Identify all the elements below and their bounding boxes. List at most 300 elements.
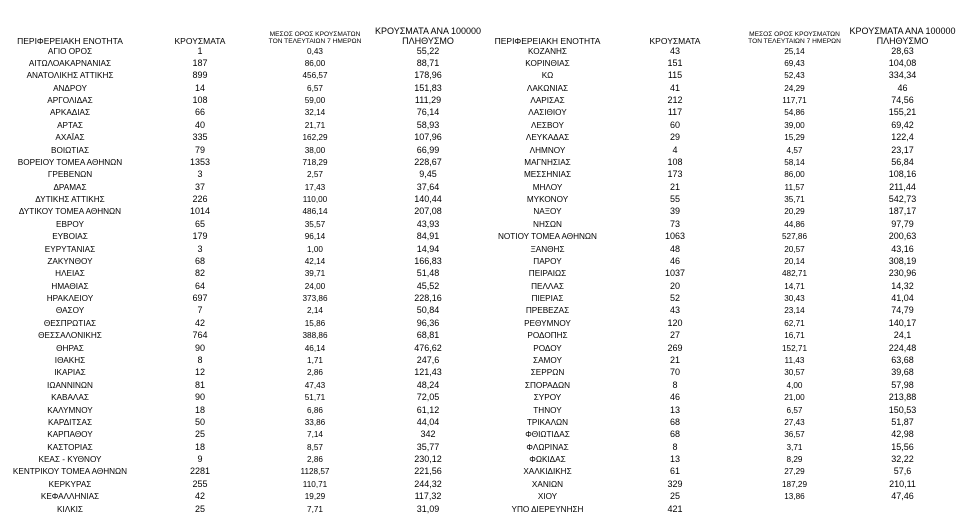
cases-cell: 68 [669, 429, 680, 440]
per100k-cell: 39,68 [891, 367, 914, 378]
header-cases: ΚΡΟΥΣΜΑΤΑ [174, 36, 226, 47]
cases-cell: 3 [197, 169, 203, 180]
avg-cell: 23,14 [784, 306, 805, 316]
avg-cell: 96,14 [304, 232, 326, 242]
avg-cell: 20,57 [784, 244, 805, 254]
cases-cell: 120 [667, 317, 683, 328]
avg-cell: 52,43 [784, 71, 805, 81]
avg-cell: 62,71 [784, 318, 805, 328]
region-cell: ΑΡΤΑΣ [57, 120, 83, 130]
per100k-cell: 58,93 [416, 119, 440, 130]
per100k-cell: 14,32 [891, 280, 914, 291]
cases-cell: 7 [197, 305, 203, 316]
avg-cell: 110,00 [302, 195, 328, 205]
table-row [490, 343, 960, 354]
per100k-cell: 150,53 [888, 404, 917, 415]
cases-cell: 1063 [664, 231, 686, 242]
table-row [0, 169, 490, 180]
region-cell: ΧΑΛΚΙΔΙΚΗΣ [523, 467, 572, 477]
per100k-cell: 55,22 [416, 45, 440, 56]
cases-cell: 46 [669, 255, 680, 266]
region-cell: ΛΕΣΒΟΥ [530, 120, 565, 130]
avg-cell: 3,71 [786, 442, 803, 452]
per100k-cell: 56,84 [891, 156, 914, 167]
table-row [490, 405, 960, 416]
table-row [490, 479, 960, 490]
cases-cell: 81 [194, 379, 205, 390]
avg-cell: 24,29 [784, 83, 805, 93]
region-cell: ΣΑΜΟΥ [533, 356, 562, 365]
header-per100k-line1: ΚΡΟΥΣΜΑΤΑ ΑΝΑ 100000 [375, 26, 481, 37]
avg-cell: 6,86 [307, 405, 323, 415]
region-cell: ΧΙΟΥ [537, 492, 558, 502]
per100k-cell: 107,96 [414, 132, 442, 143]
per100k-cell: 24,1 [893, 330, 912, 341]
per100k-cell: 72,05 [416, 392, 440, 403]
avg-cell: 30,43 [784, 294, 805, 304]
header-avg-line2: ΤΟΝ ΤΕΛΕΥΤΑΙΩΝ 7 ΗΜΕΡΩΝ [268, 38, 362, 46]
cases-cell: 8 [672, 379, 678, 390]
region-cell: ΙΚΑΡΙΑΣ [54, 368, 86, 378]
cases-cell: 187 [192, 57, 208, 68]
table-row [0, 355, 490, 366]
avg-cell: 44,86 [784, 219, 805, 229]
region-cell: ΑΡΓΟΛΙΔΑΣ [47, 96, 93, 106]
cases-cell: 212 [667, 95, 683, 106]
table-row [0, 58, 490, 69]
region-cell: ΑΝΔΡΟΥ [53, 83, 87, 93]
avg-cell: 388,86 [302, 331, 328, 341]
region-cell: ΕΒΡΟΥ [56, 219, 84, 229]
region-cell: ΔΥΤΙΚΟΥ ΤΟΜΕΑ ΑΘΗΝΩΝ [18, 207, 122, 217]
avg-cell: 11,57 [784, 182, 805, 192]
table-row [0, 305, 490, 316]
region-cell: ΙΩΑΝΝΙΝΩΝ [47, 380, 93, 390]
region-cell: ΔΥΤΙΚΗΣ ΑΤΤΙΚΗΣ [35, 195, 105, 205]
table-row [490, 157, 960, 168]
cases-cell: 46 [669, 392, 680, 403]
table-row [0, 206, 490, 217]
table-row [490, 70, 960, 81]
cases-cell: 13 [669, 454, 680, 465]
avg-cell: 20,14 [784, 256, 805, 266]
table-row [0, 182, 490, 193]
per100k-cell: 57,98 [891, 379, 914, 390]
region-cell: ΜΑΓΝΗΣΙΑΣ [524, 157, 571, 167]
cases-cell: 329 [667, 478, 683, 489]
table-row [0, 504, 490, 515]
region-cell: ΑΓΙΟ ΟΡΟΣ [47, 46, 93, 56]
table-row [490, 466, 960, 477]
region-cell: ΞΑΝΘΗΣ [530, 244, 565, 254]
avg-cell: 20,29 [784, 207, 805, 217]
region-cell: ΘΕΣΠΡΩΤΙΑΣ [43, 318, 97, 328]
cases-cell: 73 [669, 218, 680, 229]
table-row [490, 231, 960, 242]
avg-cell: 59,00 [304, 96, 326, 106]
per100k-cell: 74,79 [891, 305, 914, 316]
avg-cell: 152,71 [781, 343, 808, 353]
avg-cell: 27,29 [784, 467, 805, 477]
avg-cell: 32,14 [304, 108, 326, 118]
region-cell: ΗΛΕΙΑΣ [55, 269, 85, 279]
avg-cell: 24,00 [304, 281, 326, 291]
table-row [490, 83, 960, 94]
per100k-cell: 51,87 [891, 416, 914, 427]
per100k-cell: 200,63 [888, 231, 917, 242]
avg-cell: 19,29 [304, 492, 326, 502]
per100k-cell: 97,79 [891, 218, 914, 229]
avg-cell: 718,29 [302, 157, 328, 167]
per100k-cell: 68,81 [416, 330, 440, 341]
header-per100k [368, 12, 488, 46]
avg-cell: 39,00 [784, 120, 805, 130]
region-cell: ΛΑΣΙΘΙΟΥ [528, 108, 567, 118]
table-row [490, 380, 960, 391]
avg-cell: 117,71 [782, 96, 807, 106]
header-avg-line1: ΜΕΣΟΣ ΟΡΟΣ ΚΡΟΥΣΜΑΤΩΝ [749, 31, 840, 39]
per100k-cell: 476,62 [414, 342, 442, 353]
per100k-cell: 117,32 [414, 491, 442, 502]
cases-cell: 68 [669, 416, 680, 427]
table-row [0, 268, 490, 279]
region-cell: ΓΡΕΒΕΝΩΝ [47, 170, 93, 180]
region-cell: ΚΕΝΤΡΙΚΟΥ ΤΟΜΕΑ ΑΘΗΝΩΝ [12, 467, 128, 477]
per100k-cell: 178,96 [414, 70, 442, 81]
per100k-cell: 14,94 [416, 243, 440, 254]
cases-cell: 52 [669, 293, 680, 304]
cases-cell: 25 [194, 503, 205, 514]
cases-cell: 61 [669, 466, 680, 477]
cases-cell: 899 [192, 70, 208, 81]
table-row [490, 367, 960, 378]
avg-cell: 4,57 [786, 145, 803, 155]
header-avg [732, 12, 857, 46]
avg-cell: 2,57 [307, 170, 323, 180]
region-cell: ΕΥΡΥΤΑΝΙΑΣ [44, 244, 96, 254]
cases-cell: 79 [194, 144, 205, 155]
table-row [490, 305, 960, 316]
table-row [0, 107, 490, 118]
cases-cell: 1353 [189, 156, 211, 167]
per100k-cell: 28,63 [891, 45, 914, 56]
per100k-cell: 63,68 [891, 355, 914, 365]
region-cell: ΣΠΟΡΑΔΩΝ [524, 380, 571, 390]
avg-cell: 86,00 [784, 170, 805, 180]
avg-cell: 110,71 [302, 479, 328, 489]
region-cell: ΚΩ [541, 71, 554, 81]
table-row [0, 330, 490, 341]
cases-cell: 173 [667, 169, 683, 180]
table-row [0, 244, 490, 255]
table-row [490, 491, 960, 502]
cases-cell: 42 [194, 317, 205, 328]
per100k-cell: 32,22 [891, 454, 914, 465]
cases-cell: 115 [667, 70, 683, 81]
avg-cell: 33,86 [304, 417, 326, 427]
avg-cell: 527,86 [781, 232, 808, 242]
region-cell: ΚΕΦΑΛΛΗΝΙΑΣ [40, 492, 100, 502]
region-cell: ΡΕΘΥΜΝΟΥ [524, 318, 571, 328]
cases-cell: 1 [197, 45, 203, 56]
table-row [0, 491, 490, 502]
region-cell: ΠΕΙΡΑΙΩΣ [528, 269, 567, 279]
table-row [490, 194, 960, 205]
per100k-cell: 542,73 [888, 194, 917, 205]
per100k-cell: 43,93 [416, 218, 440, 229]
table-row [0, 46, 490, 57]
cases-cell: 37 [194, 181, 205, 192]
table-row [490, 330, 960, 341]
region-cell: ΚΟΡΙΝΘΙΑΣ [525, 58, 570, 68]
cases-cell: 151 [667, 57, 683, 68]
per100k-cell: 51,48 [416, 268, 440, 279]
header-avg-line2: ΤΟΝ ΤΕΛΕΥΤΑΙΩΝ 7 ΗΜΕΡΩΝ [748, 38, 841, 46]
table-row [0, 256, 490, 267]
per100k-cell: 224,48 [888, 342, 917, 353]
region-cell: ΜΥΚΟΝΟΥ [526, 195, 569, 205]
table-row [0, 442, 490, 453]
cases-cell: 3 [197, 243, 203, 254]
cases-cell: 4 [672, 144, 678, 155]
cases-cell: 39 [669, 206, 680, 217]
header-per100k [845, 12, 960, 46]
avg-cell: 2,86 [307, 455, 323, 465]
avg-cell: 482,71 [781, 269, 808, 279]
per100k-cell: 61,12 [416, 404, 440, 415]
per100k-cell: 50,84 [416, 305, 440, 316]
table-row [490, 392, 960, 403]
table-row [0, 219, 490, 230]
header-per100k-line2: ΠΛΗΘΥΣΜΟ [876, 35, 929, 46]
per100k-cell: 31,09 [416, 503, 440, 514]
cases-cell: 66 [194, 107, 205, 118]
per100k-cell: 187,17 [888, 206, 917, 217]
avg-cell: 36,57 [784, 430, 805, 440]
region-cell: ΑΧΑΪΑΣ [55, 133, 85, 143]
per100k-cell: 37,64 [416, 181, 440, 192]
region-cell: ΠΑΡΟΥ [533, 256, 562, 266]
region-cell: ΗΡΑΚΛΕΙΟΥ [46, 294, 94, 304]
region-cell: ΜΕΣΣΗΝΙΑΣ [523, 170, 572, 180]
cases-cell: 421 [667, 503, 683, 514]
per100k-cell [845, 504, 960, 515]
per100k-cell: 76,14 [416, 107, 440, 118]
per100k-cell: 84,91 [416, 231, 440, 242]
region-cell: ΦΛΩΡΙΝΑΣ [526, 442, 569, 452]
table-row [0, 132, 490, 143]
table-row [0, 417, 490, 428]
avg-cell: 6,57 [307, 83, 323, 93]
table-row [0, 145, 490, 156]
avg-cell: 86,00 [304, 58, 326, 68]
cases-cell: 335 [192, 132, 208, 143]
region-cell: ΘΑΣΟΥ [55, 306, 85, 316]
cases-cell: 68 [194, 255, 205, 266]
table-row [490, 169, 960, 180]
per100k-cell: 155,21 [888, 107, 917, 118]
region-cell: ΚΕΑΣ - ΚΥΘΝΟΥ [38, 455, 102, 465]
table-row [0, 466, 490, 477]
avg-cell: 1,00 [307, 244, 323, 254]
avg-cell: 2,86 [307, 368, 323, 378]
per100k-cell: 244,32 [414, 478, 442, 489]
region-cell: ΧΑΝΙΩΝ [531, 479, 564, 489]
region-cell: ΝΑΞΟΥ [533, 207, 562, 217]
region-cell: ΛΗΜΝΟΥ [529, 145, 566, 155]
per100k-cell: 166,83 [414, 255, 442, 266]
avg-cell: 38,00 [304, 145, 326, 155]
avg-cell: 17,43 [304, 182, 326, 192]
per100k-cell: 88,71 [416, 57, 440, 68]
avg-cell: 1128,57 [300, 467, 330, 477]
region-cell: ΚΕΡΚΥΡΑΣ [48, 479, 92, 489]
avg-cell: 8,29 [786, 455, 803, 465]
per100k-cell: 121,43 [414, 367, 442, 378]
header-avg-line1: ΜΕΣΟΣ ΟΡΟΣ ΚΡΟΥΣΜΑΤΩΝ [269, 31, 361, 39]
avg-cell: 6,57 [786, 405, 803, 415]
avg-cell: 21,00 [784, 393, 805, 403]
header-region: ΠΕΡΙΦΕΡΕΙΑΚΗ ΕΝΟΤΗΤΑ [17, 36, 123, 47]
cases-cell: 269 [667, 342, 683, 353]
region-cell: ΖΑΚΥΝΘΟΥ [47, 256, 93, 266]
cases-cell: 21 [669, 355, 680, 365]
table-row [0, 392, 490, 403]
region-cell: ΗΜΑΘΙΑΣ [51, 281, 89, 291]
per100k-cell: 111,29 [414, 95, 442, 106]
per100k-cell: 213,88 [888, 392, 917, 403]
cases-cell: 43 [669, 45, 680, 56]
region-cell: ΙΘΑΚΗΣ [54, 356, 86, 365]
avg-cell: 11,43 [784, 356, 805, 365]
avg-cell: 4,00 [786, 380, 803, 390]
per100k-cell: 45,52 [416, 280, 440, 291]
table-row [490, 145, 960, 156]
cases-cell: 40 [194, 119, 205, 130]
table-row [0, 231, 490, 242]
right-table [490, 0, 960, 519]
per100k-cell: 230,12 [414, 454, 442, 465]
per100k-cell: 35,77 [416, 441, 440, 452]
per100k-cell: 207,08 [414, 206, 442, 217]
cases-cell: 12 [194, 367, 205, 378]
avg-cell: 30,57 [784, 368, 805, 378]
cases-cell: 55 [669, 194, 680, 205]
region-cell: ΚΑΡΔΙΤΣΑΣ [47, 417, 93, 427]
region-cell: ΦΘΙΩΤΙΔΑΣ [525, 430, 570, 440]
region-cell: ΛΑΡΙΣΑΣ [530, 96, 565, 106]
per100k-cell: 140,17 [888, 317, 917, 328]
avg-cell: 58,14 [784, 157, 805, 167]
region-cell: ΡΟΔΟΥ [533, 343, 562, 353]
cases-cell: 41 [669, 82, 680, 93]
header-per100k-line1: ΚΡΟΥΣΜΑΤΑ ΑΝΑ 100000 [849, 26, 956, 37]
region-cell: ΝΟΤΙΟΥ ΤΟΜΕΑ ΑΘΗΝΩΝ [498, 232, 597, 242]
per100k-cell: 96,36 [416, 317, 440, 328]
per100k-cell: 9,45 [419, 169, 437, 180]
header-cases: ΚΡΟΥΣΜΑΤΑ [649, 36, 701, 47]
table-row [0, 120, 490, 131]
region-cell: ΤΗΝΟΥ [533, 405, 562, 415]
cases-cell: 90 [194, 392, 205, 403]
table-row [0, 429, 490, 440]
table-row [0, 83, 490, 94]
table-row [490, 58, 960, 69]
avg-cell: 1,71 [307, 356, 323, 365]
avg-cell: 35,71 [784, 195, 805, 205]
table-row [0, 194, 490, 205]
per100k-cell: 48,24 [416, 379, 440, 390]
per100k-cell: 211,44 [889, 181, 916, 192]
region-cell: ΚΑΒΑΛΑΣ [51, 393, 89, 403]
avg-cell: 456,57 [302, 71, 328, 81]
region-cell: ΑΙΤΩΛΟΑΚΑΡΝΑΝΙΑΣ [28, 58, 112, 68]
avg-cell: 162,29 [302, 133, 328, 143]
per100k-cell: 230,96 [888, 268, 917, 279]
cases-cell: 20 [669, 280, 680, 291]
region-cell: ΣΕΡΡΩΝ [530, 368, 565, 378]
per100k-cell: 247,6 [416, 355, 440, 365]
per100k-cell: 342 [420, 429, 436, 440]
region-cell: ΛΑΚΩΝΙΑΣ [526, 83, 569, 93]
table-row [490, 132, 960, 143]
per100k-cell: 334,34 [888, 70, 917, 81]
avg-cell: 15,86 [304, 318, 326, 328]
table-row [0, 343, 490, 354]
region-cell: ΑΡΚΑΔΙΑΣ [49, 108, 91, 118]
region-cell: ΡΟΔΟΠΗΣ [527, 331, 568, 341]
avg-cell: 373,86 [302, 294, 328, 304]
avg-cell [732, 504, 857, 515]
region-cell: ΝΗΣΩΝ [533, 219, 562, 229]
cases-cell: 27 [669, 330, 680, 341]
per100k-cell: 44,04 [416, 416, 440, 427]
table-row [490, 46, 960, 57]
table-row [490, 417, 960, 428]
table-row [490, 293, 960, 304]
cases-cell: 117 [667, 107, 683, 118]
cases-cell: 70 [669, 367, 680, 378]
cases-cell: 1014 [189, 206, 211, 217]
avg-cell: 486,14 [302, 207, 328, 217]
avg-cell: 187,29 [781, 479, 808, 489]
table-row [0, 454, 490, 465]
avg-cell: 8,57 [307, 442, 323, 452]
table-row [0, 479, 490, 490]
cases-cell: 21 [669, 181, 680, 192]
region-cell: ΕΥΒΟΙΑΣ [52, 232, 88, 242]
avg-cell: 39,71 [304, 269, 326, 279]
region-cell: ΛΕΥΚΑΔΑΣ [525, 133, 570, 143]
table-row [490, 244, 960, 255]
cases-cell: 108 [667, 156, 683, 167]
cases-cell: 697 [192, 293, 208, 304]
region-cell: ΚΟΖΑΝΗΣ [528, 46, 567, 56]
per100k-cell: 140,44 [414, 194, 442, 205]
table-row [0, 95, 490, 106]
per100k-cell: 221,56 [414, 466, 442, 477]
cases-cell: 29 [669, 132, 680, 143]
cases-cell: 42 [194, 491, 205, 502]
cases-cell: 108 [192, 95, 208, 106]
table-row [490, 504, 960, 515]
header-avg [250, 12, 380, 46]
per100k-cell: 57,6 [893, 466, 912, 477]
per100k-cell: 108,16 [888, 169, 917, 180]
avg-cell: 25,14 [784, 46, 805, 56]
cases-cell: 43 [669, 305, 680, 316]
per100k-cell: 46 [897, 82, 908, 93]
